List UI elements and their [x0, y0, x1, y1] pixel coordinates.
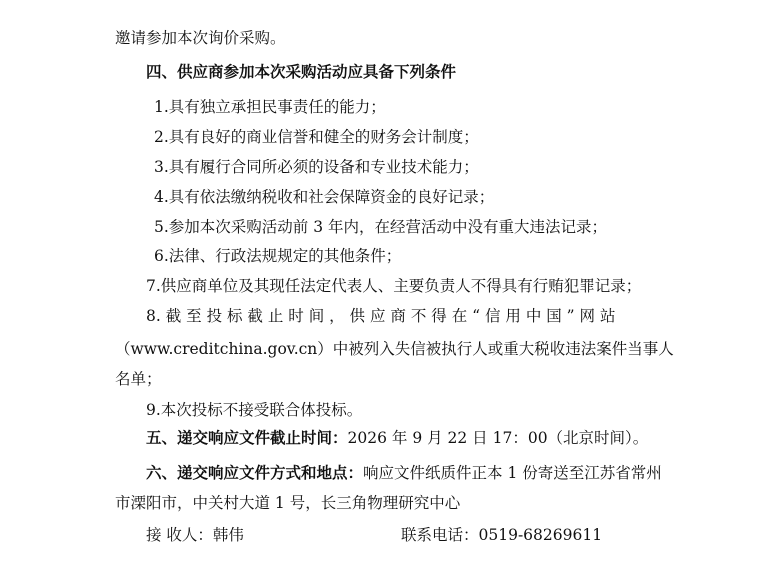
section-6-label: 六、递交响应文件方式和地点： [146, 463, 364, 482]
section-6-row [146, 462, 662, 484]
condition-item-1: 1.具有独立承担民事责任的能力； [154, 98, 386, 116]
section-4-heading: 四、供应商参加本次采购活动应具备下列条件 [146, 62, 457, 81]
contact-recipient: 接 收人：韩伟 [146, 526, 244, 544]
section-5-label: 五、递交响应文件截止时间： [146, 428, 348, 447]
contact-phone: 联系电话：0519-68269611 [401, 526, 603, 544]
condition-item-8-line-1: 8. 截 至 投 标 截 止 时 间 ， 供 应 商 不 得 在 “ 信 用 中 国 ” 网 站 [146, 307, 616, 325]
section-6-value-line-2: 市溧阳市，中关村大道 1 号，长三角物理研究中心 [115, 494, 461, 512]
condition-item-6: 6.法律、行政法规规定的其他条件； [154, 247, 402, 265]
section-5-deadline: 2026 年 9 月 22 日 17：00（北京时间）。 [347, 429, 649, 447]
section-5-row [146, 427, 648, 449]
condition-item-3: 3.具有履行合同所必须的设备和专业技术能力； [154, 158, 479, 176]
condition-item-9: 9.本次投标不接受联合体投标。 [146, 401, 363, 419]
condition-item-8-line-2: （www.creditchina.gov.cn）中被列入失信被执行人或重大税收违法案件当事人 [115, 340, 674, 358]
condition-item-2: 2.具有良好的商业信誉和健全的财务会计制度； [154, 128, 479, 146]
section-6-value-line-1: 响应文件纸质件正本 1 份寄送至江苏省常州 [363, 464, 662, 482]
intro-tail-text: 邀请参加本次询价采购。 [115, 29, 286, 47]
condition-item-4: 4.具有依法缴纳税收和社会保障资金的良好记录； [154, 188, 495, 206]
condition-item-7: 7.供应商单位及其现任法定代表人、主要负责人不得具有行贿犯罪记录； [146, 277, 642, 295]
condition-item-8-line-3: 名单； [115, 370, 162, 388]
condition-item-5: 5.参加本次采购活动前 3 年内，在经营活动中没有重大违法记录； [154, 218, 608, 236]
